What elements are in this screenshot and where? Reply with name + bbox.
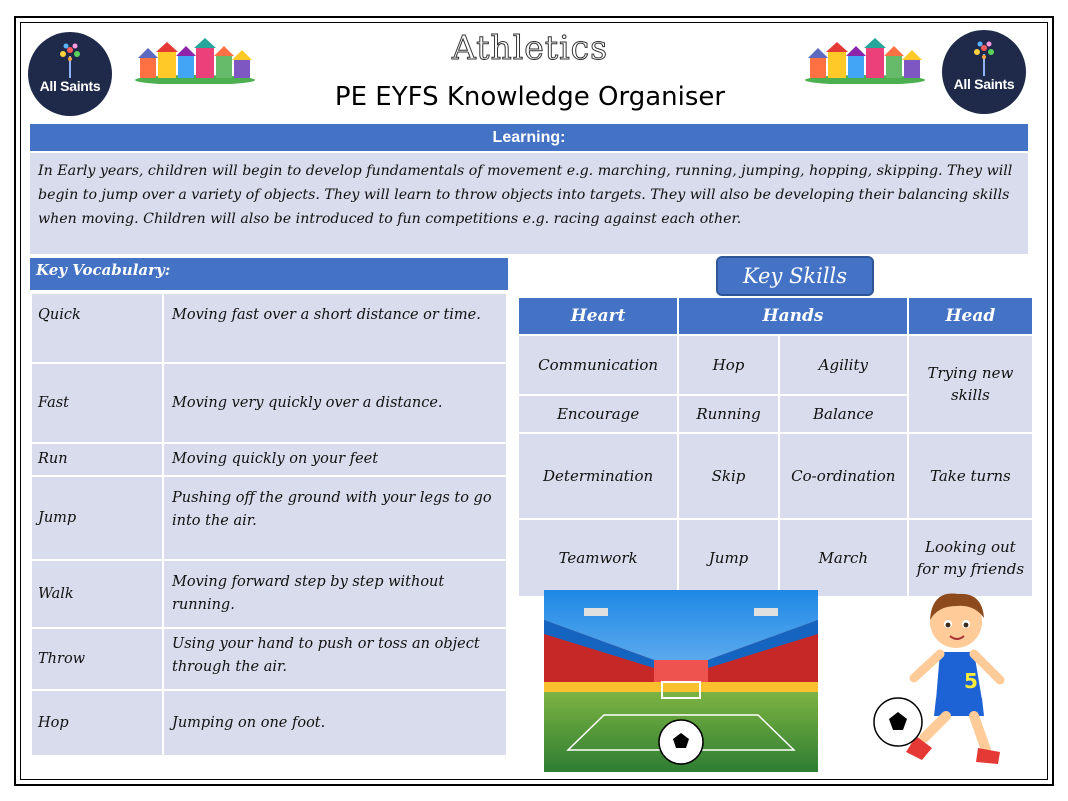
heart-skill: Determination	[518, 433, 678, 519]
vocab-word: Hop	[31, 690, 163, 756]
svg-text:5: 5	[964, 669, 978, 693]
table-row	[31, 293, 507, 363]
logo-text: All Saints	[953, 76, 1015, 92]
vocabulary-table	[30, 292, 508, 757]
learning-text: In Early years, children will begin to develop fundamentals of movement e.g. marching, running, jumping, hopping, skipping. They will begin to jump over a variety of objects. They will learn to throw objects into targets. They will also be developing their balancing skills when moving. Children will also be introduced to fun competitions e.g. racing against each other.	[30, 153, 1028, 254]
hands-skill: Skip	[678, 433, 779, 519]
school-logo-right	[942, 30, 1026, 114]
tree-icon	[58, 42, 82, 78]
table-row	[31, 560, 507, 628]
vocab-word: Run	[31, 443, 163, 476]
hands-skill: Co-ordination	[779, 433, 908, 519]
hands-skill: Balance	[779, 395, 908, 433]
vocab-definition: Using your hand to push or toss an object through the air.	[163, 628, 507, 690]
page-title: Athletics	[451, 28, 609, 67]
stadium-illustration	[544, 590, 818, 772]
vocabulary-heading: Key Vocabulary:	[30, 258, 508, 290]
vocab-definition: Moving quickly on your feet	[163, 443, 507, 476]
head-skill: Take turns	[908, 433, 1033, 519]
table-row	[31, 443, 507, 476]
head-skill: Looking out for my friends	[908, 519, 1033, 597]
skills-table	[517, 296, 1034, 598]
column-header-heart: Heart	[518, 297, 678, 335]
heart-skill: Encourage	[518, 395, 678, 433]
learning-heading: Learning:	[30, 124, 1028, 151]
vocab-word: Fast	[31, 363, 163, 443]
boy-football-illustration	[866, 588, 1026, 774]
table-row	[31, 476, 507, 560]
table-row	[518, 433, 1033, 519]
column-header-head: Head	[908, 297, 1033, 335]
hands-skill: Agility	[779, 335, 908, 395]
hands-skill: Hop	[678, 335, 779, 395]
hands-skill: March	[779, 519, 908, 597]
school-logo-left	[28, 32, 112, 116]
vocab-definition: Moving very quickly over a distance.	[163, 363, 507, 443]
hands-skill: Jump	[678, 519, 779, 597]
hands-skill: Running	[678, 395, 779, 433]
key-skills-heading: Key Skills	[716, 256, 874, 296]
head-skill: Trying new skills	[908, 335, 1033, 433]
vocab-word: Throw	[31, 628, 163, 690]
table-row	[518, 297, 1033, 335]
table-row	[518, 335, 1033, 395]
heart-skill: Communication	[518, 335, 678, 395]
vocab-word: Jump	[31, 476, 163, 560]
heart-skill: Teamwork	[518, 519, 678, 597]
column-header-hands: Hands	[678, 297, 908, 335]
page-subtitle: PE EYFS Knowledge Organiser	[334, 82, 726, 112]
vocab-definition: Moving fast over a short distance or time.	[163, 293, 507, 363]
vocab-definition: Jumping on one foot.	[163, 690, 507, 756]
tree-icon	[972, 40, 996, 76]
vocab-word: Quick	[31, 293, 163, 363]
table-row	[31, 628, 507, 690]
vocab-word: Walk	[31, 560, 163, 628]
logo-text: All Saints	[39, 78, 101, 94]
table-row	[31, 363, 507, 443]
vocab-definition: Moving forward step by step without running.	[163, 560, 507, 628]
table-row	[518, 519, 1033, 597]
town-illustration-left	[134, 34, 256, 84]
table-row	[31, 690, 507, 756]
town-illustration-right	[804, 34, 926, 84]
vocab-definition: Pushing off the ground with your legs to go into the air.	[163, 476, 507, 560]
